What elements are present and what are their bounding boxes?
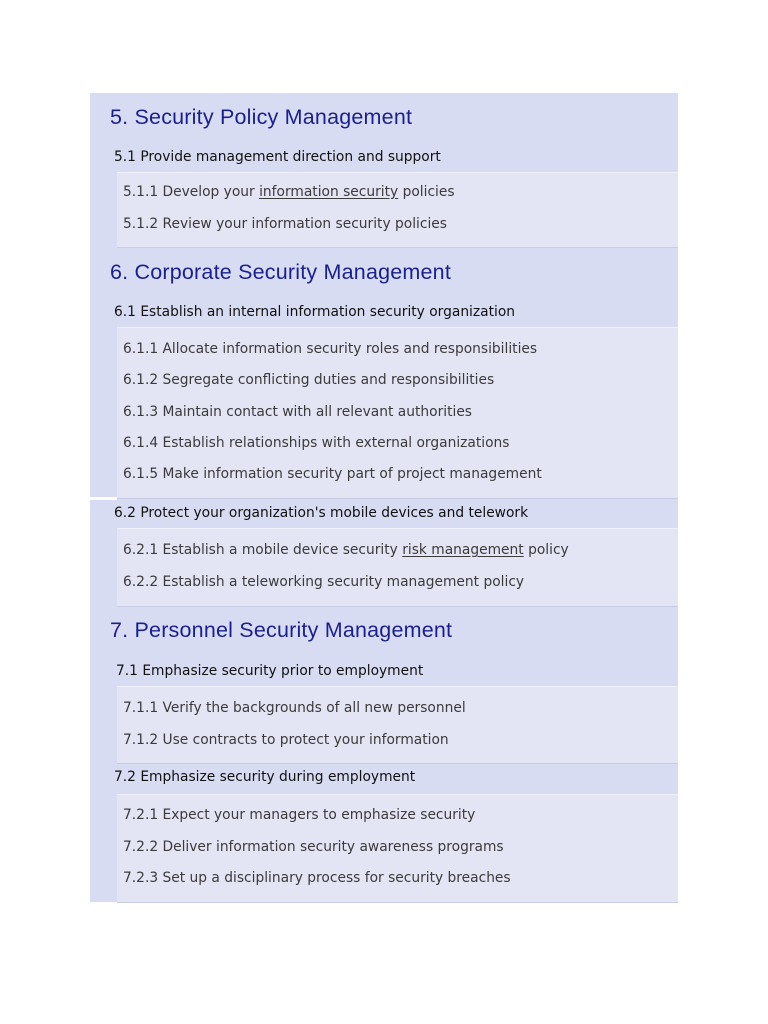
section-divider [90,497,117,500]
item-6-1-3: 6.1.3 Maintain contact with all relevant authorities [123,404,472,420]
item-7-2-2: 7.2.2 Deliver information security awareness programs [123,839,504,855]
item-6-2-1-prefix: 6.2.1 Establish a mobile device security [123,542,403,558]
item-7-2-3: 7.2.3 Set up a disciplinary process for security breaches [123,870,511,886]
item-6-1-1: 6.1.1 Allocate information security roles and responsibilities [123,341,538,357]
item-6-1-2: 6.1.2 Segregate conflicting duties and responsibilities [123,372,495,388]
item-5-1-2: 5.1.2 Review your information security policies [123,216,447,232]
item-6-2-1 [123,542,569,558]
item-6-2-1-suffix: policy [523,542,569,558]
subsection-6-2-box [117,528,678,607]
subsection-7-2-title: 7.2 Emphasize security during employment [114,769,416,785]
item-7-1-2: 7.1.2 Use contracts to protect your information [123,732,449,748]
item-6-2-2: 6.2.2 Establish a teleworking security management policy [123,574,525,590]
section-5-heading: 5. Security Policy Management [110,105,413,129]
item-6-1-4: 6.1.4 Establish relationships with external organizations [123,435,510,451]
item-5-1-1 [123,184,455,200]
subsection-7-1-title: 7.1 Emphasize security prior to employment [116,663,424,679]
item-5-1-1-prefix: 5.1.1 Develop your [123,184,260,200]
section-6-heading: 6. Corporate Security Management [110,260,452,284]
section-7-heading: 7. Personnel Security Management [110,618,453,642]
item-7-1-1: 7.1.1 Verify the backgrounds of all new personnel [123,700,466,716]
item-6-1-5: 6.1.5 Make information security part of project management [123,466,542,482]
subsection-6-2-title: 6.2 Protect your organization's mobile devices and telework [114,505,529,521]
item-7-2-1: 7.2.1 Expect your managers to emphasize security [123,807,476,823]
subsection-7-1-box [117,686,678,764]
risk-management-link[interactable]: risk management [402,542,524,558]
information-security-link[interactable]: information security [259,184,399,200]
subsection-5-1-title: 5.1 Provide management direction and support [114,149,441,165]
subsection-6-1-title: 6.1 Establish an internal information security organization [114,304,516,320]
item-5-1-1-suffix: policies [398,184,455,200]
